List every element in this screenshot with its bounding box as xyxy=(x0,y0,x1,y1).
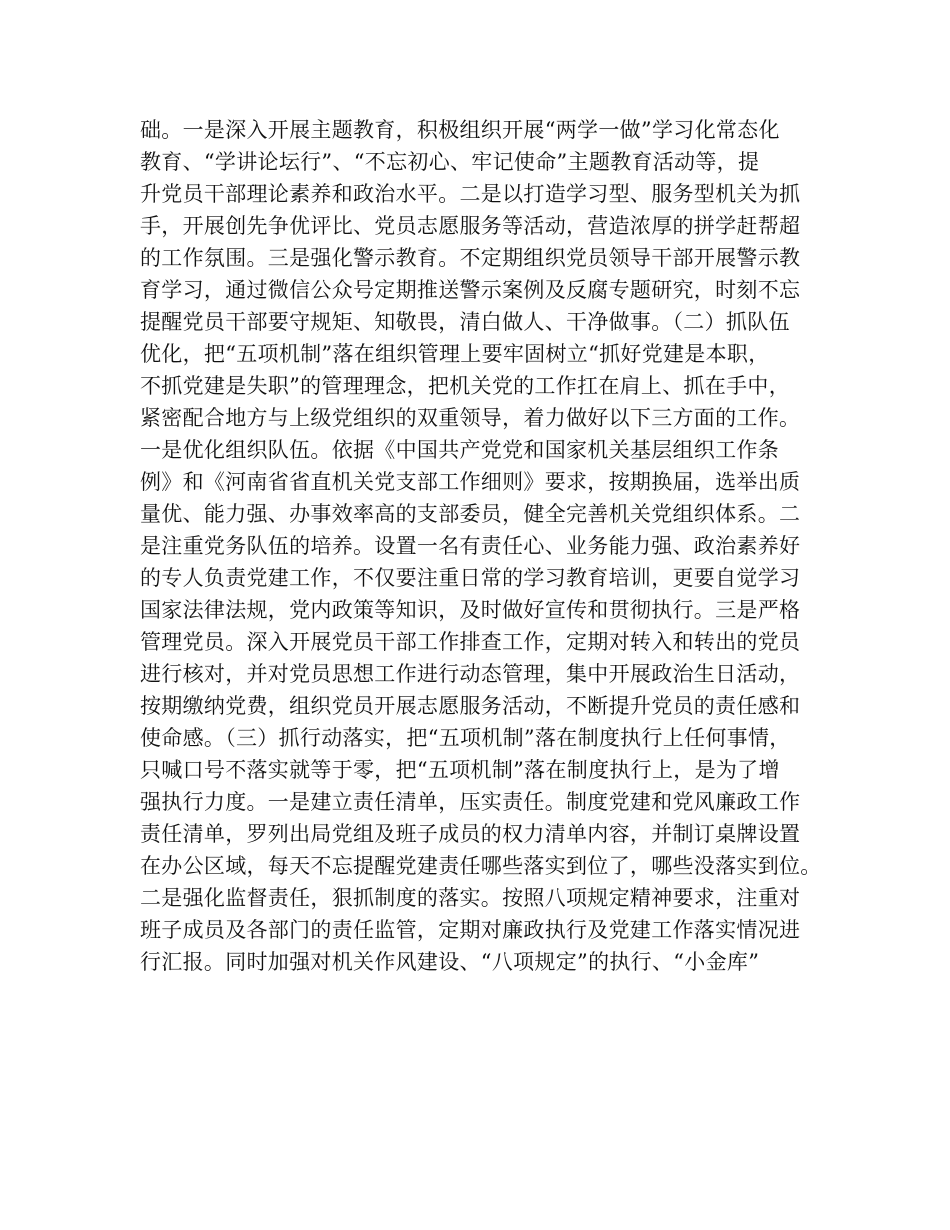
text-line: 的工作氛围。三是强化警示教育。不定期组织党员领导干部开展警示教 xyxy=(140,246,801,270)
text-line: 紧密配合地方与上级党组织的双重领导，着力做好以下三方面的工作。 xyxy=(140,406,801,430)
text-line: 是注重党务队伍的培养。设置一名有责任心、业务能力强、政治素养好 xyxy=(140,534,801,558)
text-line: 行汇报。同时加强对机关作风建设、“八项规定”的执行、“小金库” xyxy=(140,950,760,974)
text-line: 二是强化监督责任，狠抓制度的落实。按照八项规定精神要求，注重对 xyxy=(140,886,801,910)
text-line: 手，开展创先争优评比、党员志愿服务等活动，营造浓厚的拼学赶帮超 xyxy=(140,214,801,238)
text-line: 优化，把“五项机制”落在组织管理上要牢固树立“抓好党建是本职， xyxy=(140,342,770,366)
text-line: 管理党员。深入开展党员干部工作排查工作，定期对转入和转出的党员 xyxy=(140,630,801,654)
text-line: 国家法律法规，党内政策等知识，及时做好宣传和贯彻执行。三是严格 xyxy=(140,598,801,622)
text-line: 班子成员及各部门的责任监管，定期对廉政执行及党建工作落实情况进 xyxy=(140,918,801,942)
text-line: 提醒党员干部要守规矩、知敬畏，清白做人、干净做事。（二）抓队伍 xyxy=(140,310,790,334)
text-line: 在办公区域，每天不忘提醒党建责任哪些落实到位了，哪些没落实到位。 xyxy=(140,854,822,878)
text-line: 育学习，通过微信公众号定期推送警示案例及反腐专题研究，时刻不忘 xyxy=(140,278,801,302)
text-line: 强执行力度。一是建立责任清单，压实责任。制度党建和党风廉政工作 xyxy=(140,790,801,814)
text-line: 础。一是深入开展主题教育，积极组织开展“两学一做”学习化常态化 xyxy=(140,118,780,142)
text-line: 升党员干部理论素养和政治水平。二是以打造学习型、服务型机关为抓 xyxy=(140,182,801,206)
text-line: 量优、能力强、办事效率高的支部委员，健全完善机关党组织体系。二 xyxy=(140,502,801,526)
text-line: 进行核对，并对党员思想工作进行动态管理，集中开展政治生日活动， xyxy=(140,662,801,686)
text-line: 责任清单，罗列出局党组及班子成员的权力清单内容，并制订桌牌设置 xyxy=(140,822,801,846)
body-text xyxy=(140,114,830,978)
text-line: 例》和《河南省省直机关党支部工作细则》要求，按期换届，选举出质 xyxy=(140,470,801,494)
text-line: 只喊口号不落实就等于零，把“五项机制”落在制度执行上，是为了增 xyxy=(140,758,780,782)
text-line: 按期缴纳党费，组织党员开展志愿服务活动，不断提升党员的责任感和 xyxy=(140,694,801,718)
text-line: 不抓党建是失职”的管理理念，把机关党的工作扛在肩上、抓在手中， xyxy=(140,374,791,398)
text-line: 使命感。（三）抓行动落实，把“五项机制”落在制度执行上任何事情， xyxy=(140,726,791,750)
text-line: 的专人负责党建工作，不仅要注重日常的学习教育培训，更要自觉学习 xyxy=(140,566,801,590)
text-line: 教育、“学讲论坛行”、“不忘初心、牢记使命”主题教育活动等，提 xyxy=(140,150,760,174)
text-line: 一是优化组织队伍。依据《中国共产党党和国家机关基层组织工作条 xyxy=(140,438,779,462)
